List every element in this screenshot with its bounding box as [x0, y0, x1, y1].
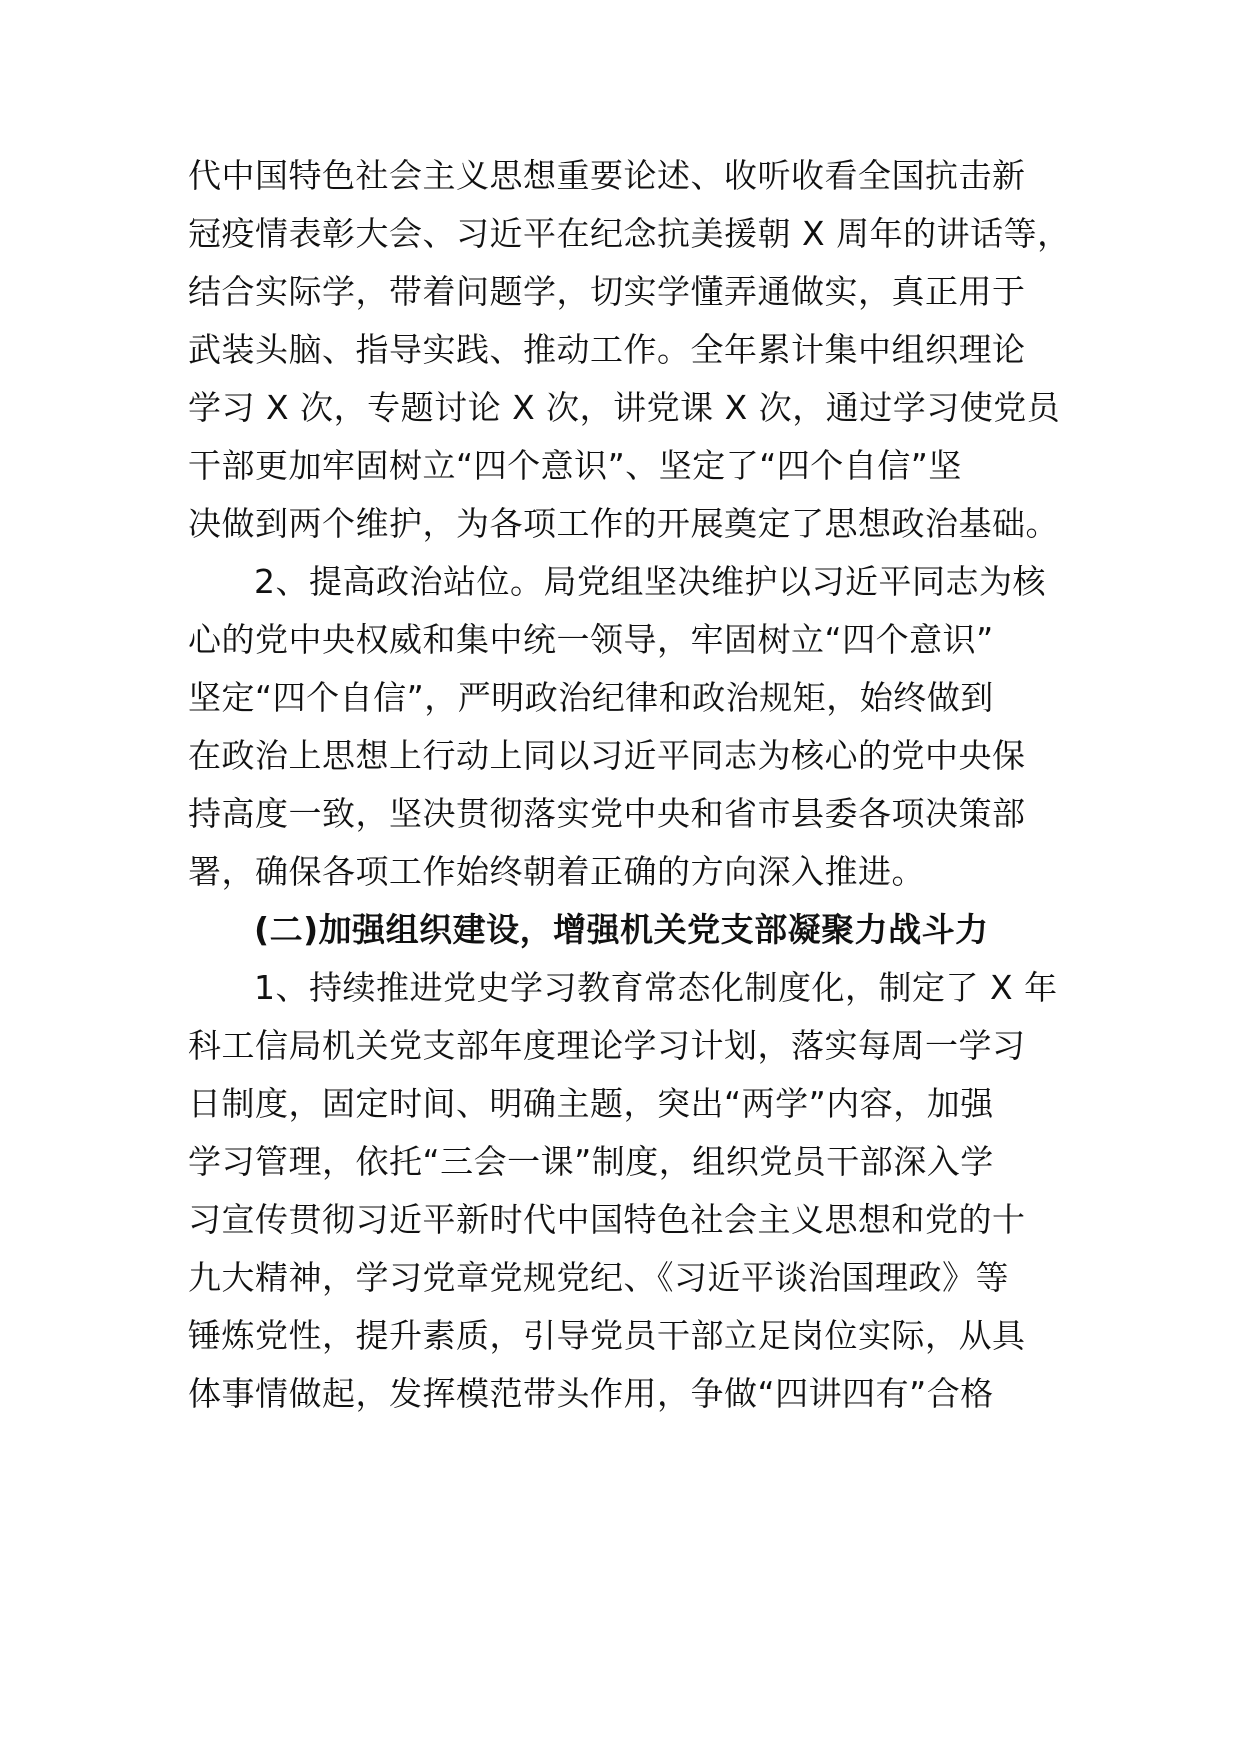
paragraph-1-line-6: 干部更加牢固树立“四个意识”、坚定了“四个自信”坚	[188, 446, 962, 485]
paragraph-3-line-6: 九大精神，学习党章党规党纪、《习近平谈治国理政》等	[188, 1258, 1009, 1297]
paragraph-2-line-2: 心的党中央权威和集中统一领导，牢固树立“四个意识”	[188, 620, 994, 659]
paragraph-2-line-4: 在政治上思想上行动上同以习近平同志为核心的党中央保	[188, 736, 1026, 775]
paragraph-3-line-4: 学习管理，依托“三会一课”制度，组织党员干部深入学	[188, 1142, 994, 1181]
paragraph-1-line-5: 学习 X 次，专题讨论 X 次，讲党课 X 次，通过学习使党员	[188, 388, 1061, 427]
paragraph-1-line-2: 冠疫情表彰大会、习近平在纪念抗美援朝 X 周年的讲话等，	[188, 214, 1071, 253]
paragraph-3-line-2: 科工信局机关党支部年度理论学习计划，落实每周一学习	[188, 1026, 1026, 1065]
paragraph-3-line-1: 1、持续推进党史学习教育常态化制度化，制定了 X 年	[254, 968, 1058, 1007]
paragraph-1-line-4: 武装头脑、指导实践、推动工作。全年累计集中组织理论	[188, 330, 1026, 369]
paragraph-1-line-1: 代中国特色社会主义思想重要论述、收听收看全国抗击新	[188, 156, 1026, 195]
paragraph-3-line-3: 日制度，固定时间、明确主题，突出“两学”内容，加强	[188, 1084, 994, 1123]
paragraph-2-line-5: 持高度一致，坚决贯彻落实党中央和省市县委各项决策部	[188, 794, 1026, 833]
paragraph-2-line-6: 署，确保各项工作始终朝着正确的方向深入推进。	[188, 852, 925, 891]
paragraph-3-line-7: 锤炼党性，提升素质，引导党员干部立足岗位实际，从具	[188, 1316, 1026, 1355]
section-heading: (二)加强组织建设，增强机关党支部凝聚力战斗力	[254, 910, 989, 949]
paragraph-3-line-5: 习宣传贯彻习近平新时代中国特色社会主义思想和党的十	[188, 1200, 1026, 1239]
paragraph-1-line-7: 决做到两个维护，为各项工作的开展奠定了思想政治基础。	[188, 504, 1059, 543]
paragraph-1-line-3: 结合实际学，带着问题学，切实学懂弄通做实，真正用于	[188, 272, 1026, 311]
paragraph-2-line-3: 坚定“四个自信”，严明政治纪律和政治规矩，始终做到	[188, 678, 994, 717]
paragraph-2-line-1: 2、提高政治站位。局党组坚决维护以习近平同志为核	[254, 562, 1046, 601]
paragraph-3-line-8: 体事情做起，发挥模范带头作用，争做“四讲四有”合格	[188, 1374, 994, 1413]
